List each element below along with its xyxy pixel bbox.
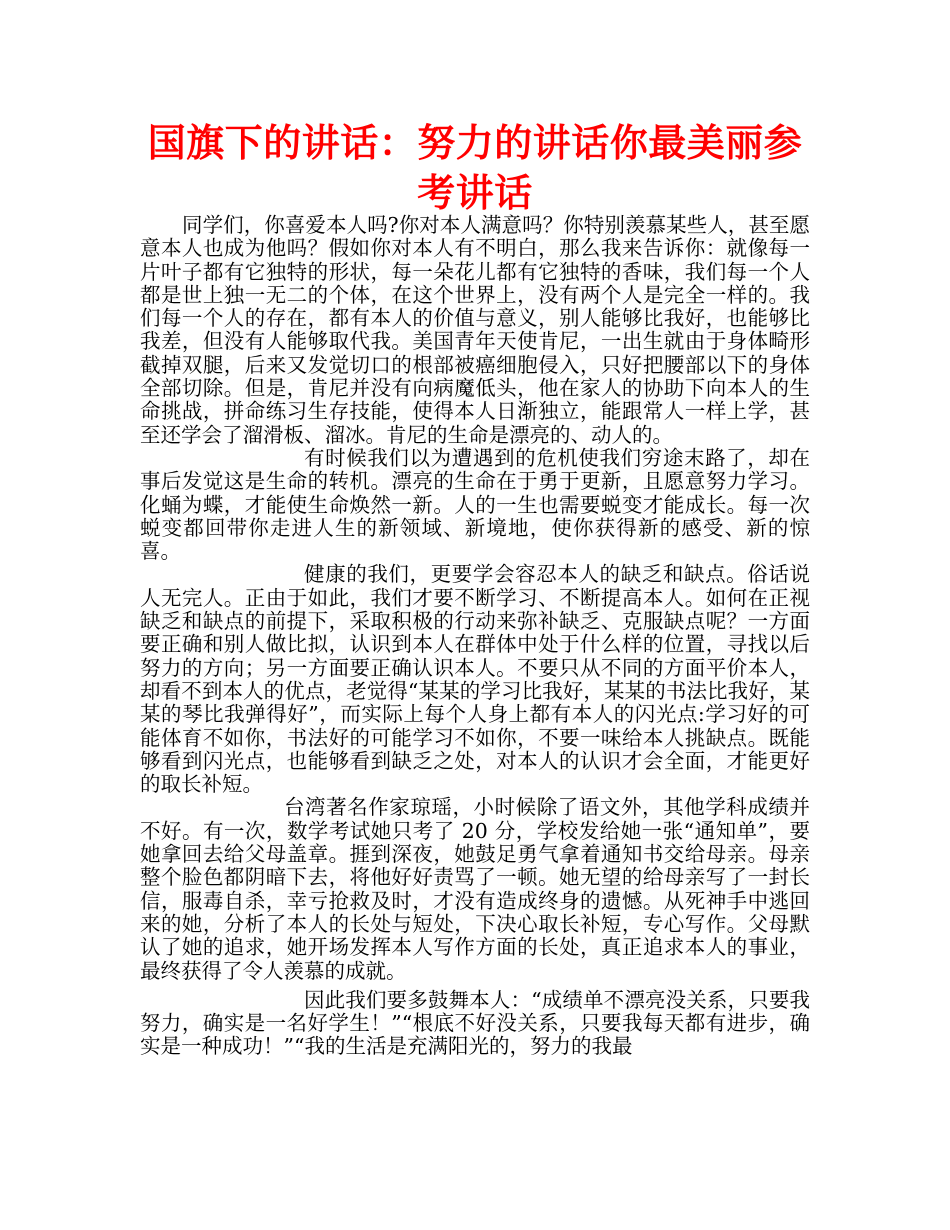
document-title: 国旗下的讲话：努力的讲话你最美丽参考讲话 — [147, 121, 803, 215]
paragraph-3: 健康的我们，更要学会容忍本人的缺乏和缺点。俗话说人无完人。正由于如此，我们才要不断学习、不断提高本人。如何在正视缺乏和缺点的前提下，采取积极的行动来弥补缺乏、克服缺点呢？一方面要正确和别人做比拟，认识到本人在群体中处于什么样的位置，寻找以后努力的方向；另一方面要正确认识本人。不要只从不同的方面平价本人，却看不到本人的优点，老觉得“某某的学习比我好，某某的书法比我好，某某的琴比我弹得好”，而实际上每个人身上都有本人的闪光点:学习好的可能体育不如你，书法好的可能学习不如你，不要一味给本人挑缺点。既能够看到闪光点，也能够看到缺乏之处，对本人的认识才会全面，才能更好的取长补短。 — [140, 562, 810, 797]
document-body — [140, 214, 810, 1059]
paragraph-1: 同学们，你喜爱本人吗?你对本人满意吗？你特别羡慕某些人，甚至愿意本人也成为他吗？假如你对本人有不明白，那么我来告诉你：就像每一片叶子都有它独特的形状，每一朵花儿都有它独特的香味，我们每一个人都是世上独一无二的个体，在这个世界上，没有两个人是完全一样的。我们每一个人的存在，都有本人的价值与意义，别人能够比我好，也能够比我差，但没有人能够取代我。美国青年天使肯尼，一出生就由于身体畸形截掉双腿，后来又发觉切口的根部被癌细胞侵入，只好把腰部以下的身体全部切除。但是，肯尼并没有向病魔低头，他在家人的协助下向本人的生命挑战，拼命练习生存技能，使得本人日渐独立，能跟常人一样上学，甚至还学会了溜滑板、溜冰。肯尼的生命是漂亮的、动人的。 — [140, 213, 810, 447]
paragraph-5: 因此我们要多鼓舞本人：“成绩单不漂亮没关系，只要我努力，确实是一名好学生！”“根底不好没关系，只要我每天都有进步，确实是一种成功！”“我的生活是充满阳光的，努力的我最 — [140, 987, 810, 1059]
paragraph-2: 有时候我们以为遭遇到的危机使我们穷途末路了，却在事后发觉这是生命的转机。漂亮的生命在于勇于更新，且愿意努力学习。化蛹为蝶，才能使生命焕然一新。人的一生也需要蜕变才能成长。每一次蜕变都回带你走进人生的新领域、新境地，使你获得新的感受、新的惊喜。 — [140, 445, 810, 564]
paragraph-4: 台湾著名作家琼瑶，小时候除了语文外，其他学科成绩并不好。有一次，数学考试她只考了 20 分，学校发给她一张“通知单”，要她拿回去给父母盖章。捱到深夜，她鼓足勇气拿着通知书交给母亲。母亲整个脸色都阴暗下去，将他好好责骂了一顿。她无望的给母亲写了一封长信，服毒自杀，幸亏抢救及时，才没有造成终身的遗憾。从死神手中逃回来的她，分析了本人的长处与短处，下决心取长补短，专心写作。父母默认了她的追求，她开场发挥本人写作方面的长处，真正追求本人的事业，最终获得了令人羡慕的成就。 — [140, 795, 810, 983]
